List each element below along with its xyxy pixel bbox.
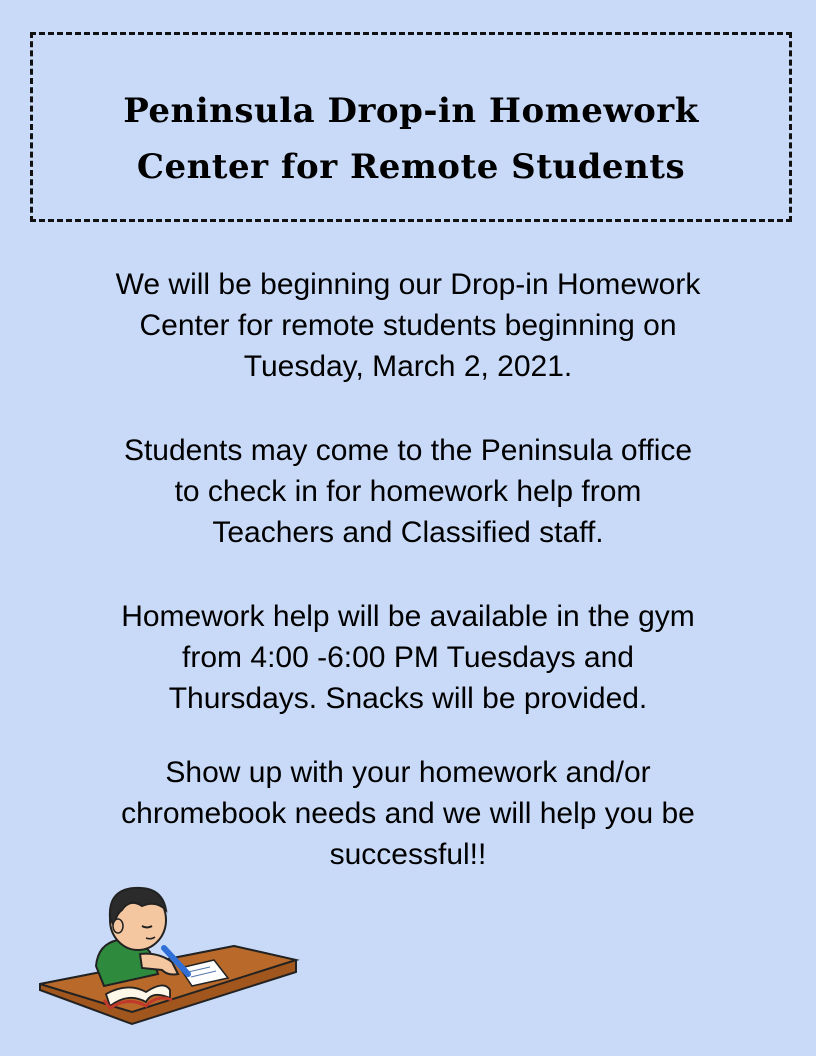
student-homework-illustration <box>38 882 300 1028</box>
paragraph-line: We will be beginning our Drop-in Homework <box>115 268 701 301</box>
title-box <box>30 32 792 222</box>
paragraph-schedule <box>40 596 776 719</box>
paragraph-line: Show up with your homework and/or <box>165 756 651 789</box>
paragraph-start-date <box>40 264 776 387</box>
paragraph-closing <box>40 752 776 875</box>
paragraph-line: chromebook needs and we will help you be <box>121 797 695 830</box>
paragraph-line: Tuesday, March 2, 2021. <box>243 350 573 383</box>
title-line-1: Peninsula Drop-in Homework <box>123 91 699 131</box>
paragraph-line: Homework help will be available in the gym <box>121 600 695 633</box>
paragraph-check-in <box>40 430 776 553</box>
paragraph-line: Thursdays. Snacks will be provided. <box>168 682 648 715</box>
paragraph-line: from 4:00 -6:00 PM Tuesdays and <box>182 641 634 674</box>
paragraph-line: Students may come to the Peninsula office <box>123 434 693 467</box>
paragraph-line: Center for remote students beginning on <box>139 309 677 342</box>
paragraph-line: successful!! <box>329 838 487 871</box>
page-title <box>33 83 789 195</box>
paragraph-line: Teachers and Classified staff. <box>212 516 604 549</box>
paragraph-line: to check in for homework help from <box>174 475 642 508</box>
title-line-2: Center for Remote Students <box>136 147 686 187</box>
